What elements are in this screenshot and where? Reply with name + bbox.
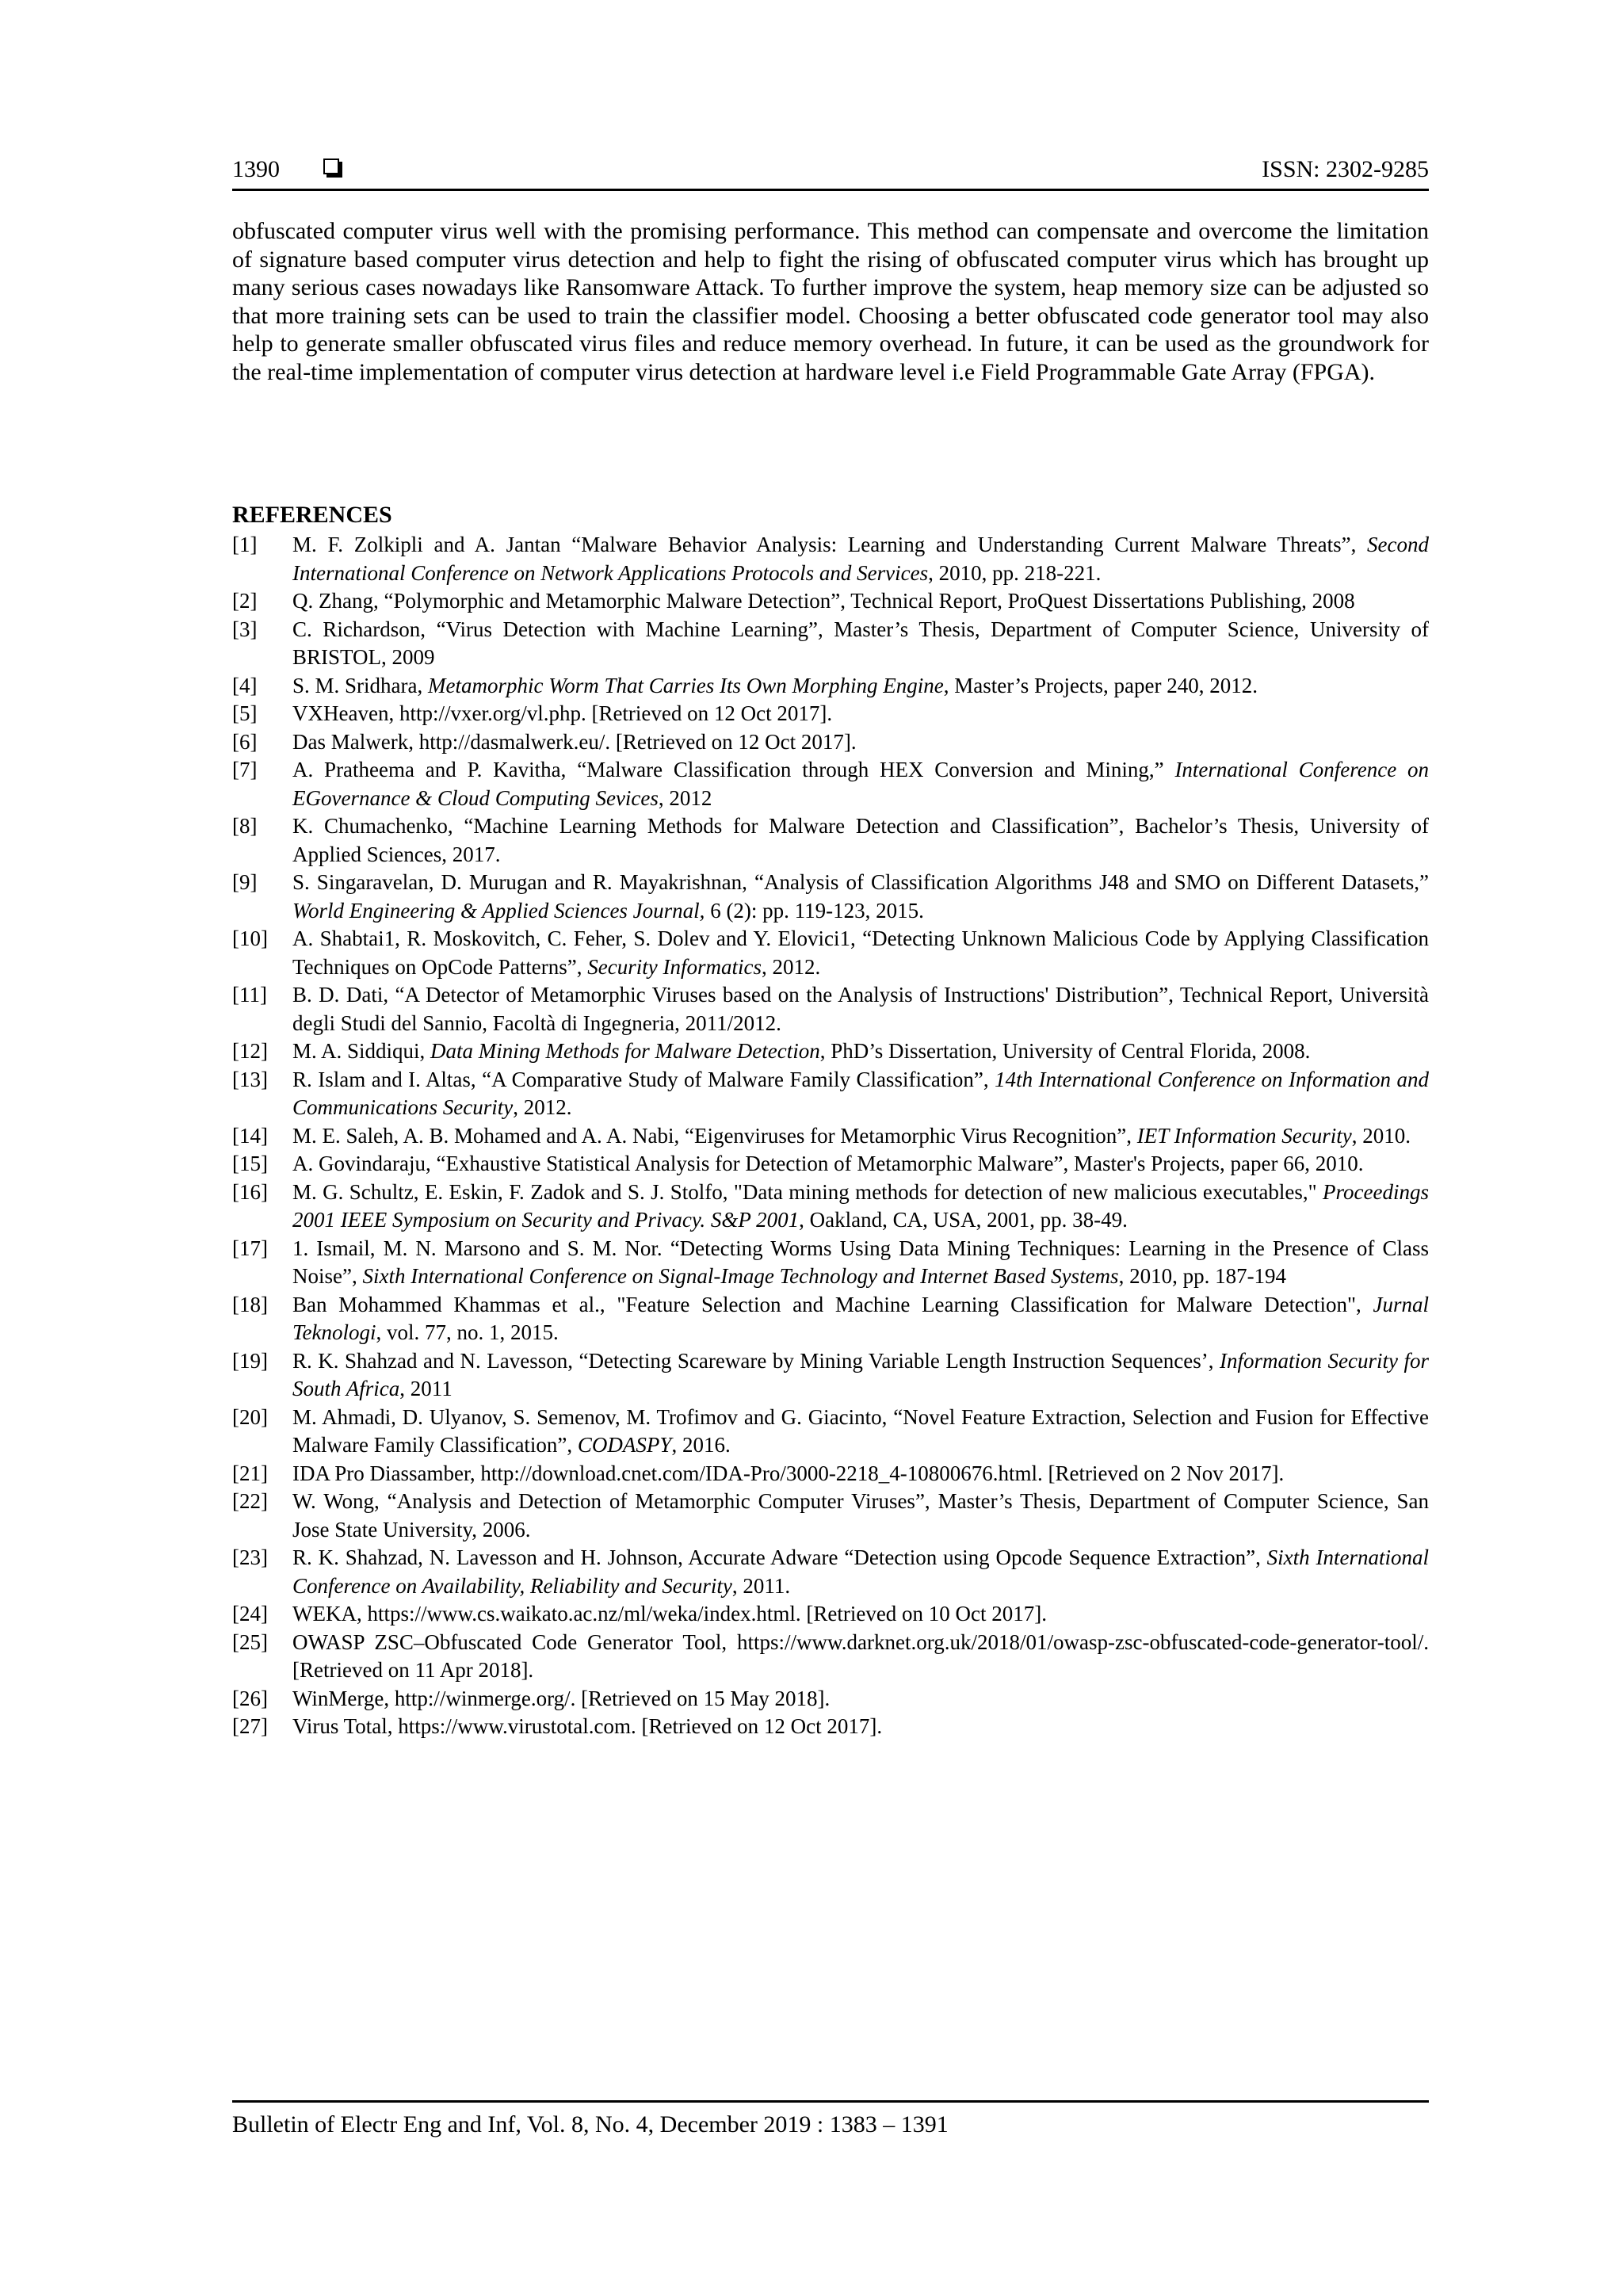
reference-text: M. E. Saleh, A. B. Mohamed and A. A. Nabi, “Eigenviruses for Metamorphic Virus Recognition”, [292,1123,1137,1148]
reference-venue: 14th International Conference on Information and Communications Security [292,1067,1429,1119]
reference-text: W. Wong, “Analysis and Detection of Metamorphic Computer Viruses”, Master’s Thesis, Department of Computer Science, San Jose State University, 2006. [292,1489,1429,1541]
reference-item [232,1037,1429,1066]
reference-venue: Proceedings 2001 IEEE Symposium on Security and Privacy. S&P 2001 [292,1179,1429,1232]
reference-text: , 2010. [1351,1123,1411,1148]
reference-text: K. Chumachenko, “Machine Learning Methods for Malware Detection and Classification”, Bachelor’s Thesis, University of Applied Sciences, 2017. [292,814,1429,866]
reference-text: Das Malwerk, http://dasmalwerk.eu/. [Retrieved on 12 Oct 2017]. [292,729,857,754]
reference-text: M. Ahmadi, D. Ulyanov, S. Semenov, M. Trofimov and G. Giacinto, “Novel Feature Extraction, Selection and Fusion for Effective Malware Family Classification”, [292,1404,1429,1457]
reference-text: R. Islam and I. Altas, “A Comparative Study of Malware Family Classification”, [292,1067,995,1091]
reference-number: [17] [232,1236,268,1260]
reference-text: WEKA, https://www.cs.waikato.ac.nz/ml/weka/index.html. [Retrieved on 10 Oct 2017]. [292,1602,1048,1626]
reference-number: [8] [232,814,258,838]
reference-venue: Information Security for South Africa [292,1348,1429,1400]
reference-text: WinMerge, http://winmerge.org/. [Retrieved on 15 May 2018]. [292,1686,831,1710]
conclusion-paragraph: obfuscated computer virus well with the promising performance. This method can compensate and overcome the limitation of signature based computer virus detection and help to fight the rising of obfuscated computer virus which has brought up many serious cases nowadays like Ransomware Attack. To further improve the system, heap memory size can be adjusted so that more training sets can be used to train the classifier model. Choosing a better obfuscated code generator tool may also help to generate smaller obfuscated virus files and reduce memory overhead. In future, it can be used as the groundwork for the real-time implementation of computer virus detection at hardware level i.e Field Programmable Gate Array (FPGA). [232,218,1429,385]
reference-item [232,1291,1429,1347]
reference-number: [19] [232,1348,268,1373]
reference-text: S. M. Sridhara, [292,673,428,697]
reference-item [232,1347,1429,1404]
reference-number: [21] [232,1461,268,1485]
page-footer [232,2100,1429,2139]
reference-number: [12] [232,1039,268,1063]
reference-text: VXHeaven, http://vxer.org/vl.php. [Retrieved on 12 Oct 2017]. [292,701,833,725]
reference-text: IDA Pro Diassamber, http://download.cnet.com/IDA-Pro/3000-2218_4-10800676.html. [Retrieved on 2 Nov 2017]. [292,1461,1285,1485]
reference-venue: Sixth International Conference on Signal-Image Technology and Internet Based Systems [362,1264,1119,1288]
reference-item [232,1460,1429,1488]
reference-text: A. Shabtai1, R. Moskovitch, C. Feher, S. Dolev and Y. Elovici1, “Detecting Unknown Malicious Code by Applying Classification Techniques on OpCode Patterns”, [292,926,1429,979]
reference-number: [6] [232,729,258,754]
journal-citation: Bulletin of Electr Eng and Inf, Vol. 8, No. 4, December 2019 : 1383 – 1391 [232,2111,949,2137]
reference-item [232,700,1429,728]
reference-venue: Metamorphic Worm That Carries Its Own Morphing Engine [428,673,944,697]
reference-item [232,812,1429,869]
reference-text: A. Pratheema and P. Kavitha, “Malware Classification through HEX Conversion and Mining,” [292,758,1175,781]
reference-number: [22] [232,1489,268,1513]
reference-number: [24] [232,1602,268,1626]
reference-text: R. K. Shahzad and N. Lavesson, “Detecting Scareware by Mining Variable Length Instruction Sequences’, [292,1348,1220,1373]
reference-item [232,981,1429,1037]
reference-item [232,1404,1429,1460]
reference-text: M. G. Schultz, E. Eskin, F. Zadok and S. J. Stolfo, "Data mining methods for detection of new malicious executables," [292,1179,1323,1204]
reference-text: A. Govindaraju, “Exhaustive Statistical Analysis for Detection of Metamorphic Malware”, Master's Projects, paper 66, 2010. [292,1152,1364,1175]
page-header [232,155,1429,191]
reference-number: [7] [232,758,258,781]
reference-number: [13] [232,1067,268,1091]
reference-venue: Second International Conference on Network Applications Protocols and Services [292,533,1429,585]
reference-number: [26] [232,1686,268,1710]
reference-venue: Security Informatics [587,954,762,979]
reference-number: [23] [232,1545,268,1569]
reference-number: [20] [232,1404,268,1429]
reference-item [232,1179,1429,1235]
reference-text: , 2012 [658,785,712,810]
reference-item [232,756,1429,812]
reference-number: [18] [232,1292,268,1316]
reference-text: , 2012. [762,954,821,979]
reference-text: M. F. Zolkipli and A. Jantan “Malware Behavior Analysis: Learning and Understanding Current Malware Threats”, [292,533,1368,556]
reference-number: [11] [232,983,267,1007]
reference-text: , 2011. [731,1573,791,1598]
references-heading: REFERENCES [232,502,392,528]
reference-item [232,869,1429,925]
reference-text: B. D. Dati, “A Detector of Metamorphic Viruses based on the Analysis of Instructions' Distribution”, Technical Report, Università degli Studi del Sannio, Facoltà di Ingegneria, 2011/2012. [292,983,1429,1035]
reference-text: R. K. Shahzad, N. Lavesson and H. Johnson, Accurate Adware “Detection using Opcode Sequence Extraction”, [292,1545,1267,1569]
reference-text: Ban Mohammed Khammas et al., "Feature Selection and Machine Learning Classification for Malware Detection", [292,1292,1373,1316]
reference-number: [16] [232,1179,268,1204]
page-number: 1390 [232,156,280,182]
reference-number: [9] [232,870,258,894]
reference-text: 6 (2): pp. 119-123, 2015. [705,898,924,923]
reference-item [232,728,1429,757]
reference-number: [3] [232,617,258,641]
reference-text: , Master’s Projects, paper 240, 2012. [943,673,1258,697]
reference-text: , Oakland, CA, USA, 2001, pp. 38-49. [799,1208,1128,1232]
reference-item [232,531,1429,587]
reference-text: , 2010, pp. 187-194 [1118,1264,1287,1288]
reference-venue: International Conference on EGovernance & Cloud Computing Sevices [292,758,1429,810]
references-list [232,531,1429,1741]
reference-venue: IET Information Security [1136,1123,1352,1148]
reference-number: [5] [232,701,258,725]
reference-number: [2] [232,589,258,613]
issn-label: ISSN: 2302-9285 [1262,156,1429,182]
reference-item [232,1066,1429,1122]
reference-text: C. Richardson, “Virus Detection with Machine Learning”, Master’s Thesis, Department of Computer Science, University of BRISTOL, 2009 [292,617,1429,669]
reference-venue: Jurnal Teknologi [292,1292,1429,1344]
reference-number: [27] [232,1714,268,1738]
reference-text: , vol. 77, no. 1, 2015. [376,1320,559,1344]
square-bullet-icon [323,159,339,174]
reference-text: , 2011 [399,1377,453,1400]
reference-item [232,616,1429,672]
reference-item [232,1544,1429,1600]
reference-text: S. Singaravelan, D. Murugan and R. Mayakrishnan, “Analysis of Classification Algorithms J48 and SMO on Different Datasets,” [292,870,1429,894]
reference-item [232,1150,1429,1179]
reference-venue: CODASPY [577,1433,672,1457]
reference-text: OWASP ZSC–Obfuscated Code Generator Tool, https://www.darknet.org.uk/2018/01/owasp-zsc-obfuscated-code-generator-tool/. [Retrieved on 11 Apr 2018]. [292,1629,1429,1682]
reference-text: , 2010, pp. 218-221. [928,560,1102,585]
reference-text: 1. Ismail, M. N. Marsono and S. M. Nor. “Detecting Worms Using Data Mining Techniques: Learning in the Presence of Class Noise”, [292,1236,1429,1288]
reference-text: Q. Zhang, “Polymorphic and Metamorphic Malware Detection”, Technical Report, ProQuest Dissertations Publishing, 2008 [292,589,1355,613]
reference-item [232,672,1429,701]
reference-number: [10] [232,926,268,950]
reference-number: [15] [232,1152,268,1175]
reference-venue: Data Mining Methods for Malware Detection [430,1039,820,1063]
reference-item [232,1713,1429,1741]
reference-text: , 2016. [671,1433,731,1457]
reference-item [232,587,1429,616]
reference-item [232,1685,1429,1713]
reference-venue: World Engineering & Applied Sciences Journal, [292,898,705,923]
reference-text: M. A. Siddiqui, [292,1039,431,1063]
reference-text: Virus Total, https://www.virustotal.com. [Retrieved on 12 Oct 2017]. [292,1714,883,1738]
reference-item [232,1600,1429,1629]
reference-text: , PhD’s Dissertation, University of Central Florida, 2008. [819,1039,1311,1063]
reference-venue: Sixth International Conference on Availability, Reliability and Security [292,1545,1429,1598]
reference-number: [25] [232,1629,268,1654]
reference-item [232,1488,1429,1544]
reference-item [232,1629,1429,1685]
reference-item [232,1235,1429,1291]
reference-item [232,925,1429,981]
reference-number: [14] [232,1123,268,1148]
reference-text: , 2012. [513,1095,572,1119]
reference-item [232,1122,1429,1151]
reference-number: [4] [232,673,258,697]
reference-number: [1] [232,533,258,556]
